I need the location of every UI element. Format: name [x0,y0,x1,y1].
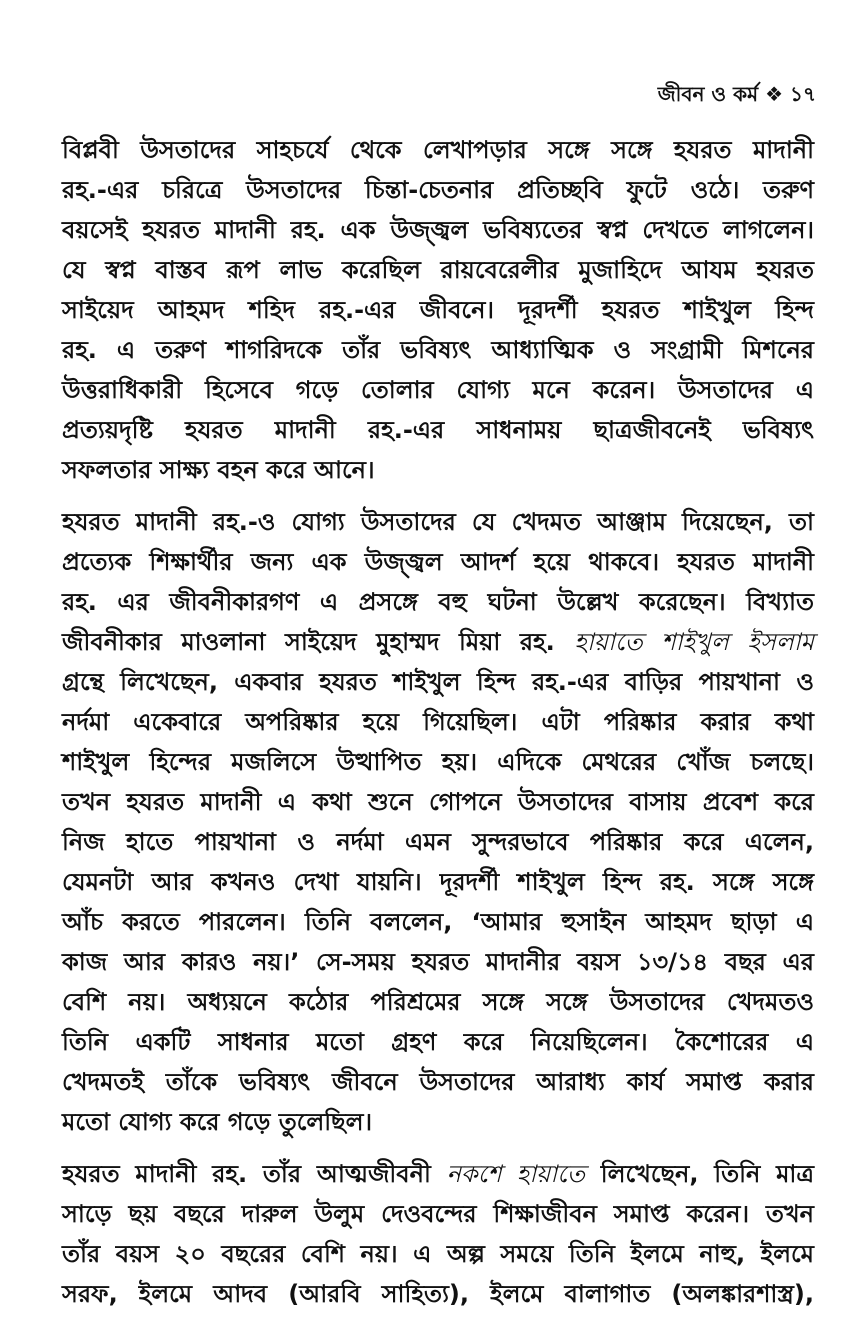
text-line: শাইখুল হিন্দের মজলিসে উত্থাপিত হয়। এদিকে মেথরের খোঁজ চলছে। [62,748,814,776]
text-segment: জীবনীকার মাওলানা সাইয়েদ মুহাম্মদ মিয়া রহ. [62,628,555,656]
text-line: সাড়ে ছয় বছরে দারুল উলুম দেওবন্দের শিক্ষাজীবন সমাপ্ত করেন। তখন [62,1200,814,1228]
text-line-with-title [62,622,814,662]
text-line: বয়সেই হযরত মাদানী রহ. এক উজ্জ্বল ভবিষ্যতের স্বপ্ন দেখতে লাগলেন। [62,216,814,244]
text-line-with-title [62,1154,814,1194]
text-line: সাইয়েদ আহমদ শহিদ রহ.-এর জীবনে। দূরদর্শী হযরত শাইখুল হিন্দ [62,296,814,324]
text-segment: লিখেছেন, তিনি মাত্র [600,1160,814,1188]
text-line: গ্রন্থে লিখেছেন, একবার হযরত শাইখুল হিন্দ রহ.-এর বাড়ির পায়খানা ও [62,668,814,696]
body-text [62,130,814,1326]
text-line: হযরত মাদানী রহ.-ও যোগ্য উসতাদের যে খেদমত আঞ্জাম দিয়েছেন, তা [62,508,814,536]
text-line: মতো যোগ্য করে গড়ে তুলেছিল। [62,1108,373,1136]
text-segment: হযরত মাদানী রহ. তাঁর আত্মজীবনী [62,1160,431,1188]
paragraph-3 [62,1154,814,1314]
text-line: প্রত্যেক শিক্ষার্থীর জন্য এক উজ্জ্বল আদর্শ হয়ে থাকবে। হযরত মাদানী [62,548,814,576]
text-line: তিনি একটি সাধনার মতো গ্রহণ করে নিয়েছিলেন। কৈশোরের এ [62,1028,814,1056]
text-line: উত্তরাধিকারী হিসেবে গড়ে তোলার যোগ্য মনে করেন। উসতাদের এ [62,376,814,404]
running-header: জীবন ও কর্ম ❖ ১৭ [657,82,816,106]
text-line: রহ.-এর চরিত্রে উসতাদের চিন্তা-চেতনার প্রতিচ্ছবি ফুটে ওঠে। তরুণ [62,176,814,204]
text-line: রহ. এর জীবনীকারগণ এ প্রসঙ্গে বহু ঘটনা উল্লেখ করেছেন। বিখ্যাত [62,588,814,616]
text-line: খেদমতই তাঁকে ভবিষ্যৎ জীবনে উসতাদের আরাধ্য কার্য সমাপ্ত করার [62,1068,814,1096]
text-line: যেমনটা আর কখনও দেখা যায়নি। দূরদর্শী শাইখুল হিন্দ রহ. সঙ্গে সঙ্গে [62,868,814,896]
text-line: নর্দমা একেবারে অপরিষ্কার হয়ে গিয়েছিল। এটা পরিষ্কার করার কথা [62,708,814,736]
text-line: নিজ হাতে পায়খানা ও নর্দমা এমন সুন্দরভাবে পরিষ্কার করে এলেন, [62,828,814,856]
text-line: আঁচ করতে পারলেন। তিনি বললেন, ‘আমার হুসাইন আহমদ ছাড়া এ [62,908,814,936]
text-line: তাঁর বয়স ২০ বছরের বেশি নয়। এ অল্প সময়ে তিনি ইলমে নাহু, ইলমে [62,1240,814,1268]
paragraph-1 [62,130,814,490]
text-line: কাজ আর কারও নয়।’ সে-সময় হযরত মাদানীর বয়স ১৩/১৪ বছর এর [62,948,814,976]
paragraph-2 [62,502,814,1142]
text-line: রহ. এ তরুণ শাগরিদকে তাঁর ভবিষ্যৎ আধ্যাত্মিক ও সংগ্রামী মিশনের [62,336,814,364]
text-line: প্রত্যয়দৃষ্টি হযরত মাদানী রহ.-এর সাধনাময় ছাত্রজীবনেই ভবিষ্যৎ [62,416,814,444]
book-title: নকশে হায়াতে [446,1160,585,1188]
text-line: তখন হযরত মাদানী এ কথা শুনে গোপনে উসতাদের বাসায় প্রবেশ করে [62,788,814,816]
text-line: সরফ, ইলমে আদব (আরবি সাহিত্য), ইলমে বালাগাত (অলঙ্কারশাস্ত্র), [62,1280,814,1308]
text-line: বিপ্লবী উসতাদের সাহচর্যে থেকে লেখাপড়ার সঙ্গে সঙ্গে হযরত মাদানী [62,136,814,164]
text-line: বেশি নয়। অধ্যয়নে কঠোর পরিশ্রমের সঙ্গে সঙ্গে উসতাদের খেদমতও [62,988,814,1016]
text-line: যে স্বপ্ন বাস্তব রূপ লাভ করেছিল রায়বেরেলীর মুজাহিদে আযম হযরত [62,256,814,284]
book-title: হায়াতে শাইখুল ইসলাম [574,628,814,656]
text-line: সফলতার সাক্ষ্য বহন করে আনে। [62,456,375,484]
